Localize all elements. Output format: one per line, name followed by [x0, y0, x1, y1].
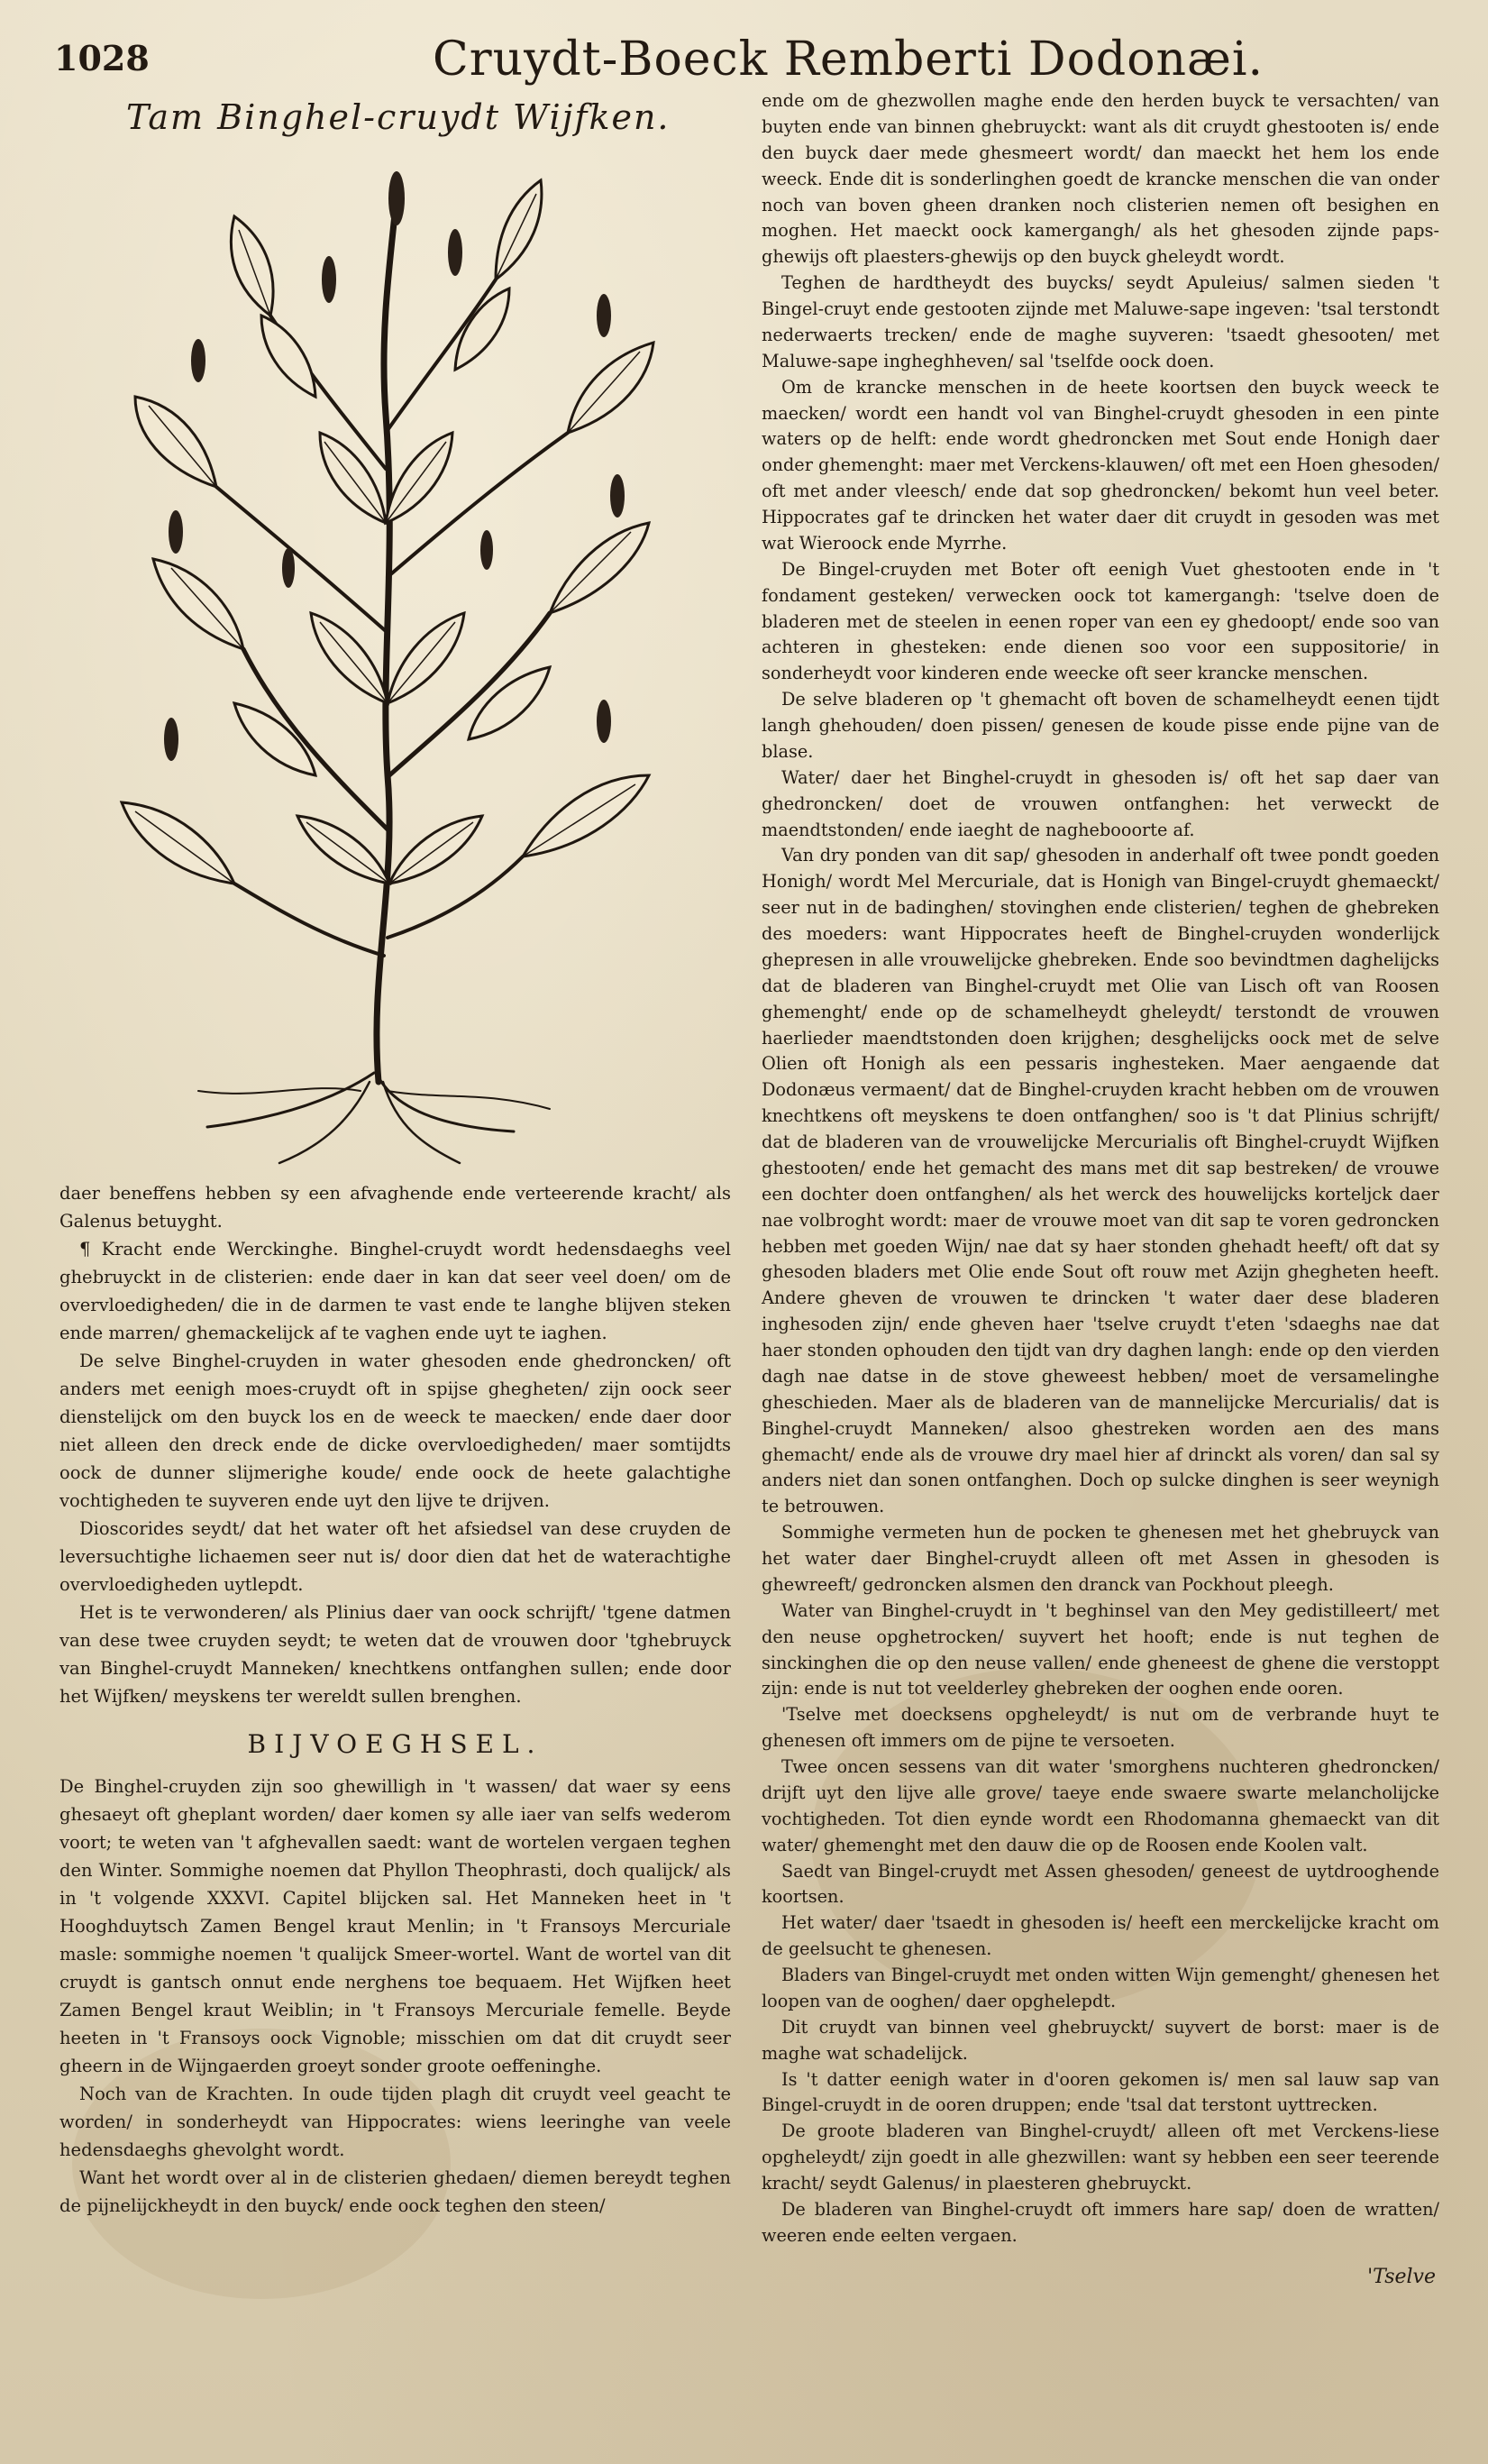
- paragraph: De groote bladeren van Binghel-cruydt/ alleen oft met Verckens-liese opgheleydt/ zijn goedt in alle ghezwillen: want sy hebben een seer teerende kracht/ seydt Galenus/ in plaesteren ghebruyckt.: [762, 2121, 1439, 2194]
- paragraph: Teghen de hardtheydt des buycks/ seydt Apuleius/ salmen sieden 't Bingel-cruyt ende gestooten zijnde met Maluwe-sape ingeven: 'tsal terstondt nederwaerts trecken/ ende de maghe suyveren: 'tsaedt ghesooten/ met Maluwe-sape ingheghheven/ sal 'tselfde oock doen.: [762, 272, 1439, 371]
- paragraph: 'Tselve met doecksens opgheleydt/ is nut om de verbrande huyt te ghenesen oft immers om de pijne te versoeten.: [762, 1704, 1439, 1752]
- paragraph: Water/ daer het Binghel-cruydt in ghesoden is/ oft het sap daer van ghedroncken/ doet de vrouwen ontfanghen: het verweckt de maendtstonden/ ende iaeght de naghebooorte af.: [762, 766, 1439, 840]
- left-text-column: [59, 1179, 731, 2220]
- paragraph: De selve Binghel-cruyden in water ghesoden ende ghedroncken/ oft anders met eenigh moes-cruydt oft in spijse ghegheten/ zijn oock seer dienstelijck om den buyck los en de weeck te maecken/ ende daer door niet alleen den dreck ende de dicke overvloedigheden/ maer somtijdts oock de dunner slijmerighe koude/ ende oock de heete galachtighe vochtigheden te suyveren ende uyt den lijve te drijven.: [59, 1351, 731, 1511]
- paragraph: Om de krancke menschen in de heete koortsen den buyck weeck te maecken/ wordt een handt vol van Binghel-cruydt ghesoden in een pinte waters op de helft: ende wordt ghedroncken met Sout ende Honigh daer onder ghemenght: maer met Verckens-klauwen/ oft met een Hoen ghesoden/ oft met ander vleesch/ ende dat sop ghedroncken/ bekomt hun veel beter. Hippocrates gaf te drincken het water daer dit cruydt in gesoden was met wat Wieroock ende Myrrhe.: [762, 376, 1439, 554]
- paragraph: Sommighe vermeten hun de pocken te ghenesen met het ghebruyck van het water daer Binghel-cruydt alleen oft met Assen in ghesoden is ghewreeft/ gedroncken alsmen den dranck van Pockhout pleegh.: [762, 1522, 1439, 1595]
- paragraph: daer beneffens hebben sy een afvaghende ende verteerende kracht/ als Galenus betuyght.: [59, 1183, 731, 1232]
- running-title: Cruydt-Boeck Remberti Dodonæi.: [433, 32, 1264, 87]
- paragraph: Water van Binghel-cruydt in 't beghinsel van den Mey gedistilleert/ met den neuse opghetrocken/ suyvert het hooft; ende is nut teghen de sinckinghen die op den neuse vallen/ ende gheneest de ghene die verstoppt zijn: ende is nut tot veelderley ghebreken der ooghen ende ooren.: [762, 1599, 1439, 1699]
- paragraph: Dioscorides seydt/ dat het water oft het afsiedsel van dese cruyden de leversuchtighe lichaemen seer nut is/ door dien dat het de waterachtighe overvloedigheden uytlepdt.: [59, 1518, 731, 1595]
- paragraph: ende om de ghezwollen maghe ende den herden buyck te versachten/ van buyten ende van binnen ghebruyckt: want als dit cruydt ghestooten is/ ende den buyck daer mede ghesmeert wordt/ dan maeckt het hem los ende weeck. Ende dit is sonderlinghen goedt de krancke menschen die van onder noch van boven gheen dranken noch clisterien nemen oft besighen en moghen. Het maeckt oock kamergangh/ als het ghesoden zijnde paps-ghewijs oft plaesters-ghewijs op den buyck gheleydt wordt.: [762, 90, 1439, 268]
- paragraph: Het is te verwonderen/ als Plinius daer van oock schrijft/ 'tgene datmen van dese twee cruyden seydt; te weten dat de vrouwen door 'tghebruyck van Binghel-cruydt Manneken/ knechtkens ontfanghen sullen; ende door het Wijfken/ meyskens ter wereldt sullen brenghen.: [59, 1602, 731, 1707]
- catchword: 'Tselve: [1367, 2266, 1436, 2288]
- woodcut-plant-icon: [99, 144, 676, 1172]
- section-heading: BIJVOEGHSEL.: [247, 1729, 543, 1759]
- paragraph: Noch van de Krachten. In oude tijden plagh dit cruydt veel geacht te worden/ in sonderheydt van Hippocrates: wiens leeringhe van veele hedensdaeghs ghevolght wordt.: [59, 2084, 731, 2160]
- paragraph: Is 't datter eenigh water in d'ooren gekomen is/ men sal lauw sap van Bingel-cruydt in de ooren druppen; ende 'tsal dat terstont uyttrecken.: [762, 2068, 1439, 2116]
- paragraph: Want het wordt over al in de clisterien ghedaen/ diemen bereydt teghen de pijnelijckheydt in den buyck/ ende oock teghen den steen/: [59, 2167, 731, 2216]
- page-header: [54, 31, 1442, 85]
- paragraph: Twee oncen sessens van dit water 'smorghens nuchteren ghedroncken/ drijft uyt den lijve alle grove/ taeye ende swaere swarte melancholijcke vochtigheden. Tot dien eynde wordt een Rhodomanna ghemaeckt van dit water/ ghemenght met den dauw die op de Roosen ende Koolen valt.: [762, 1756, 1439, 1855]
- paragraph: Dit cruydt van binnen veel ghebruyckt/ suyvert de borst: maer is de maghe wat schadelijck.: [762, 2016, 1439, 2064]
- paragraph: De Binghel-cruyden zijn soo ghewilligh in 't wassen/ dat waer sy eens ghesaeyt oft gheplant worden/ daer komen sy alle iaer van selfs wederom voort; te weten van 't afghevallen saedt: want de wortelen vergaen teghen den Winter. Sommighe noemen dat Phyllon Theophrasti, doch qualijck/ als in 't volgende XXXVI. Capitel blijcken sal. Het Manneken heet in 't Hooghduytsch Zamen Bengel kraut Menlin; in 't Fransoys Mercuriale masle: sommighe noemen 't qualijck Smeer-wortel. Want de wortel van dit cruydt is gantsch onnut ende nerghens toe bequaem. Het Wijfken heet Zamen Bengel kraut Weiblin; in 't Fransoys Mercuriale femelle. Beyde heeten in 't Fransoys oock Vignoble; misschien om dat dit cruydt seer gheern in de Wijngaerden groeyt sonder groote oeffeninghe.: [59, 1776, 731, 2076]
- paragraph: Van dry ponden van dit sap/ ghesoden in anderhalf oft twee pondt goeden Honigh/ wordt Mel Mercuriale, dat is Honigh van Bingel-cruydt ghemaeckt/ seer nut in de badinghen/ stovinghen ende clisterien/ teghen de ghebreken des moeders: want Hippocrates heeft de Binghel-cruyden wonderlijck ghepresen in alle vrouwelijcke ghebreken. Ende soo bevindtmen daghelijcks dat de bladeren van Binghel-cruydt met Olie van Lisch oft van Roosen ghemenght/ ende op de schamelheydt gheleydt/ terstondt de vrouwen haerlieder maendtstonden doen krijghen; desghelijcks oock met de selve Olien oft Honigh als een pessaris inghesteken. Maer aengaende dat Dodonæus vermaent/ dat de Binghel-cruyden kracht hebben om de vrouwen knechtkens oft meyskens te doen ontfanghen/ soo is 't dat Plinius schrijft/ dat de bladeren van de vrouwelijcke Mercurialis oft Binghel-cruydt Wijfken ghestooten/ ende het gemacht des mans met dit sap bestreken/ de vrouwe een dochter doen ontfanghen/ als het werck des houwelijcks korteljck daer nae volbroght wordt: maer de vrouwe moet van dit sap te voren gedroncken hebben met goeden Wijn/ nae dat sy haer stonden ghehadt heeft/ oft dat sy ghesoden bladers met Olie ende Sout oft rouw met Azijn ghegheten heeft. Andere gheven de vrouwen te drincken 't water daer dese bladeren inghesoden zijn/ ende gheven haer 'tselve cruydt t'eten 'sdaeghs nae dat haer stonden ophouden den tijdt van dry daghen langh: ende op den vierden dagh nae datse in de stove gheweest hebben/ moet de versamelinghe gheschieden. Maer als de bladeren van de mannelijcke Mercurialis/ dat is Binghel-cruydt Manneken/ alsoo ghestreken worden aen des mans ghemacht/ ende als de vrouwe dry mael hier af drinckt als voren/ dan sal sy anders niet dan sonen ontfanghen. Doch op sulcke dinghen is seer weynigh te betrouwen.: [762, 845, 1439, 1517]
- paragraph: ¶ Kracht ende Werckinghe. Binghel-cruydt wordt hedensdaeghs veel ghebruyckt in de clisterien: ende daer in kan dat seer veel doen/ om de overvloedigheden/ die in de darmen te vast ende te langhe blijven steken ende marren/ ghemackelijck af te vaghen ende uyt te iaghen.: [59, 1239, 731, 1343]
- paragraph: De bladeren van Binghel-cruydt oft immers hare sap/ doen de wratten/ weeren ende eelten vergaen.: [762, 2198, 1439, 2246]
- paragraph: Bladers van Bingel-cruydt met onden witten Wijn gemenght/ ghenesen het loopen van de ooghen/ daer opghelepdt.: [762, 1965, 1439, 2011]
- paragraph: De Bingel-cruyden met Boter oft eenigh Vuet ghestooten ende in 't fondament gesteken/ verwecken oock tot kamergangh: 'tselve doen de bladeren met de steelen in eenen roper van een ey ghedoopt/ ende soo van achteren in ghesteken: ende dienen soo voor een suppositorie/ in sonderheydt voor kinderen ende weecke oft seer krancke menschen.: [762, 558, 1439, 684]
- right-text-column: [762, 88, 1439, 2249]
- main-stem: [377, 198, 397, 1082]
- page-number: 1028: [54, 38, 150, 78]
- paragraph: De selve bladeren op 't ghemacht oft boven de schamelheydt eenen tijdt langh ghehouden/ doen pissen/ genesen de koude pisse ende pijne van de blase.: [762, 689, 1439, 762]
- paragraph: Het water/ daer 'tsaedt in ghesoden is/ heeft een merckelijcke kracht om de geelsucht te ghenesen.: [762, 1912, 1439, 1960]
- figure-title: Tam Binghel-cruydt Wijfken.: [126, 97, 671, 137]
- paragraph: Saedt van Bingel-cruydt met Assen ghesoden/ geneest de uytdrooghende koortsen.: [762, 1860, 1439, 1908]
